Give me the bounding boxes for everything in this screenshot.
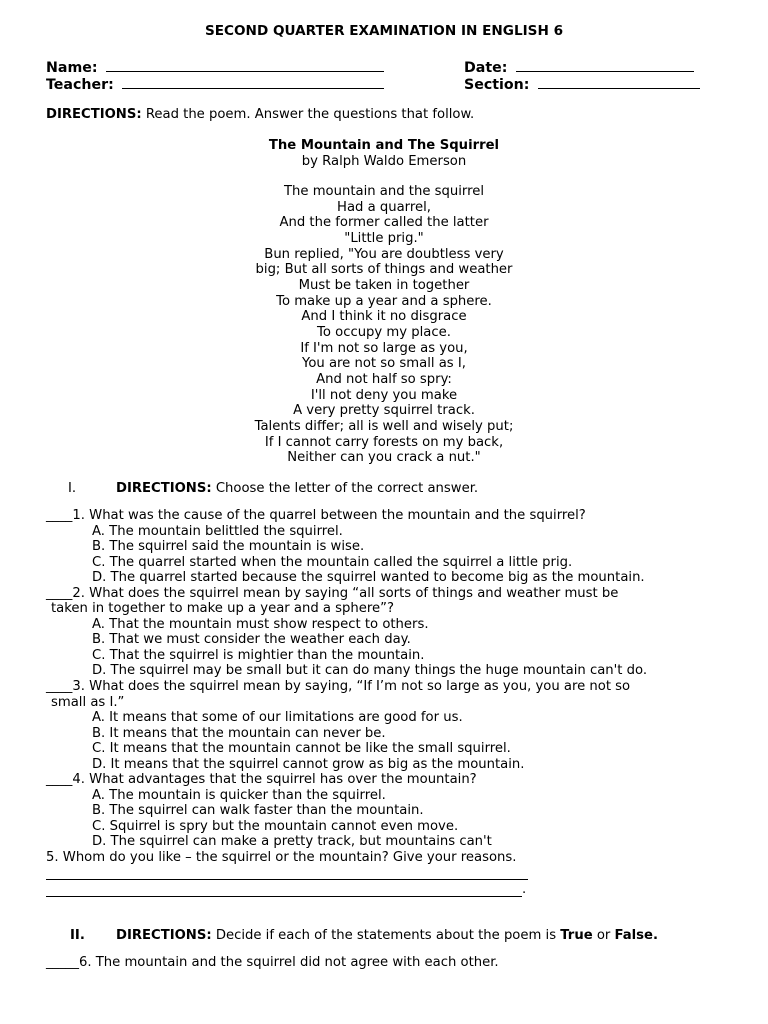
poem-line: Talents differ; all is well and wisely put; — [254, 418, 514, 434]
option: A. The mountain belittled the squirrel. — [92, 523, 343, 539]
option: C. That the squirrel is mightier than the mountain. — [92, 647, 425, 663]
poem-line: Neither can you crack a nut." — [287, 450, 481, 466]
question-text: 4. What advantages that the squirrel has over the mountain? — [72, 772, 477, 788]
poem-line: Must be taken in together — [298, 277, 470, 293]
question-text: 1. What was the cause of the quarrel between the mountain and the squirrel? — [72, 508, 586, 523]
exam-title: SECOND QUARTER EXAMINATION IN ENGLISH 6 — [204, 23, 564, 39]
directions-text: Read the poem. Answer the questions that follow. — [141, 107, 475, 122]
option: B. That we must consider the weather each day. — [92, 632, 411, 648]
teacher-label: Teacher: — [46, 77, 114, 93]
q5-answer-line[interactable] — [46, 879, 528, 880]
question-text: 3. What does the squirrel mean by saying, “If I’m not so large as you, you are not so — [72, 679, 631, 695]
poem — [0, 138, 768, 466]
option: D. The quarrel started because the squirrel wanted to become big as the mountain. — [92, 570, 645, 586]
poem-line: If I'm not so large as you, — [300, 340, 468, 356]
teacher-field-row — [46, 76, 384, 93]
section-blank[interactable] — [538, 76, 700, 89]
option: D. The squirrel may be small but it can do many things the huge mountain can't do. — [92, 663, 648, 679]
false-word: False. — [614, 928, 658, 943]
option: D. The squirrel can make a pretty track, but mountains can't — [92, 834, 492, 850]
date-field-row — [464, 59, 694, 76]
question-5: 5. Whom do you like – the squirrel or the mountain? Give your reasons. — [46, 850, 517, 866]
question-list — [46, 508, 647, 866]
question-3 — [46, 679, 647, 695]
question-text: 2. What does the squirrel mean by saying “all sorts of things and weather must be — [72, 585, 619, 601]
part2-directions — [116, 928, 658, 943]
name-blank[interactable] — [106, 59, 384, 72]
option: A. It means that some of our limitations are good for us. — [92, 710, 463, 726]
poem-line: Bun replied, "You are doubtless very — [264, 246, 504, 262]
option: B. The squirrel can walk faster than the mountain. — [92, 803, 424, 819]
name-field-row — [46, 59, 384, 76]
option: C. Squirrel is spry but the mountain cannot even move. — [92, 818, 459, 834]
poem-line: And the former called the latter — [279, 215, 489, 231]
answer-blank[interactable]: ____ — [46, 508, 73, 523]
section-label: Section: — [464, 77, 530, 93]
poem-line: Had a quarrel, — [337, 199, 431, 215]
option: B. It means that the mountain can never be. — [92, 725, 386, 741]
option: C. The quarrel started when the mountain called the squirrel a little prig. — [92, 554, 573, 570]
part1-numeral: I. — [68, 481, 77, 496]
option: A. That the mountain must show respect to others. — [92, 616, 429, 632]
question-text-continued: taken in together to make up a year and a sphere”? — [51, 601, 394, 617]
poem-line: I'll not deny you make — [310, 387, 458, 403]
part1-directions-text: Choose the letter of the correct answer. — [211, 481, 479, 496]
answer-blank[interactable]: ____ — [46, 679, 73, 695]
date-blank[interactable] — [516, 59, 694, 72]
answer-blank[interactable]: ____ — [46, 772, 73, 788]
poem-line: "Little prig." — [344, 230, 424, 246]
part2-directions-label: DIRECTIONS: — [116, 928, 212, 943]
poem-author: by Ralph Waldo Emerson — [301, 154, 467, 169]
answer-blank[interactable]: _____ — [46, 955, 79, 970]
question-6 — [46, 955, 499, 970]
question-4 — [46, 772, 647, 788]
poem-line: The mountain and the squirrel — [283, 184, 484, 199]
option: B. The squirrel said the mountain is wise. — [92, 539, 365, 555]
question-1 — [46, 508, 647, 524]
part1-directions — [116, 481, 478, 496]
poem-line: big; But all sorts of things and weather — [255, 262, 513, 278]
option: D. It means that the squirrel cannot grow as big as the mountain. — [92, 756, 525, 772]
answer-blank[interactable]: ____ — [46, 585, 73, 601]
poem-title: The Mountain and The Squirrel — [268, 138, 500, 153]
part1-directions-label: DIRECTIONS: — [116, 481, 212, 496]
date-label: Date: — [464, 60, 508, 76]
poem-line: You are not so small as I, — [302, 356, 466, 372]
question-text: 6. The mountain and the squirrel did not agree with each other. — [78, 955, 499, 970]
part2-or: or — [592, 928, 615, 943]
q5-end-period: . — [522, 882, 527, 897]
question-text-continued: small as I.” — [51, 694, 125, 710]
poem-stanza — [0, 184, 768, 466]
question-2 — [46, 586, 647, 602]
poem-line: And not half so spry: — [316, 371, 452, 387]
part2-directions-text: Decide if each of the statements about the poem is — [211, 928, 561, 943]
directions-label: DIRECTIONS: — [46, 107, 142, 122]
part2-numeral: II. — [70, 928, 85, 943]
poem-line: A very pretty squirrel track. — [293, 403, 475, 419]
main-directions — [46, 107, 474, 122]
poem-line: If I cannot carry forests on my back, — [264, 434, 504, 450]
q5-answer-line[interactable] — [46, 896, 522, 897]
poem-line: And I think it no disgrace — [301, 309, 467, 325]
option: C. It means that the mountain cannot be like the small squirrel. — [92, 741, 511, 757]
true-word: True — [560, 928, 593, 943]
option: A. The mountain is quicker than the squirrel. — [92, 787, 386, 803]
section-field-row — [464, 76, 700, 93]
poem-line: To occupy my place. — [317, 324, 451, 340]
name-label: Name: — [46, 60, 98, 76]
teacher-blank[interactable] — [122, 76, 384, 89]
poem-line: To make up a year and a sphere. — [276, 293, 492, 309]
